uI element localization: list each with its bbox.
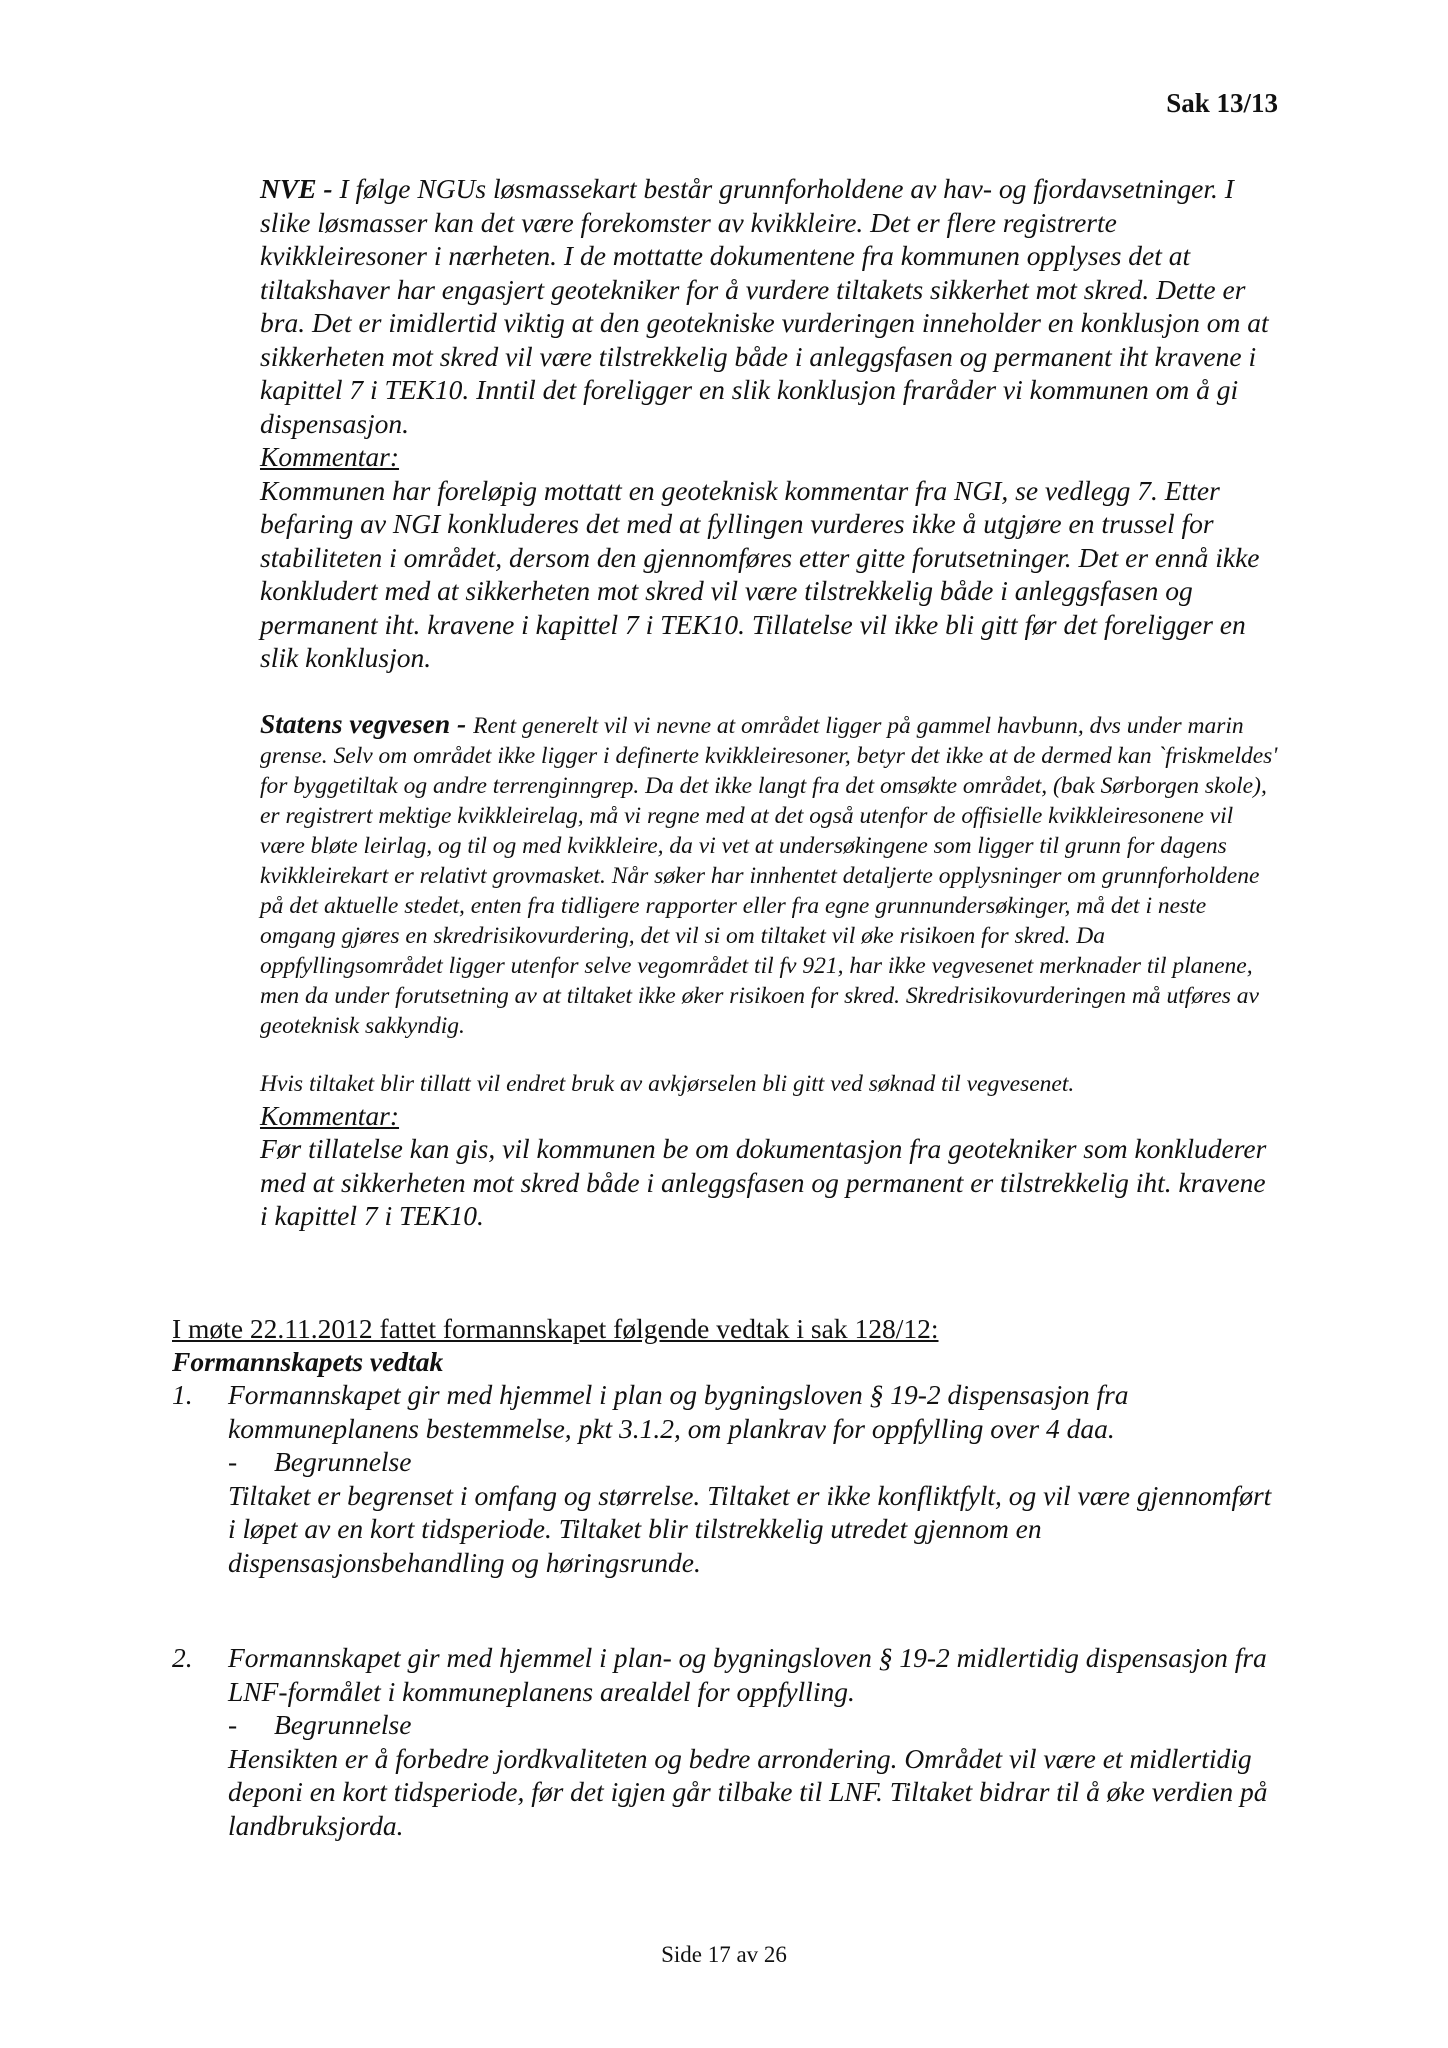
- decision-item-2: [172, 1641, 1280, 1842]
- item-sub-label: Begrunnelse: [274, 1446, 412, 1477]
- item-sub-text: Tiltaket er begrenset i omfang og størrelse. Tiltaket er ikke konfliktfylt, og vil være gjennomført i løpet av en kort tidsperiode. Tiltaket blir tilstrekkelig utredet gjennom en dispensasjonsbehandling og høringsrunde.: [228, 1479, 1272, 1578]
- decision-heading: I møte 22.11.2012 fattet formannskapet følgende vedtak i sak 128/12:: [172, 1313, 939, 1344]
- nve-statement: [260, 172, 1280, 440]
- item-dash: -: [228, 1446, 238, 1477]
- svv-text: Rent generelt vil vi nevne at området ligger på gammel havbunn, dvs under marin grense. Selv om området ikke ligger i definerte kvikkleiresoner, betyr det ikke at de dermed kan `friskmeldes' for byggetiltak og andre terrenginngrep. Da det ikke langt fra det omsøkte området, (bak Sørborgen skole), er registrert mektige kvikkleirelag, må vi regne med at det også utenfor de offisielle kvikkleiresonene vil være bløte leirlag, og til og med kvikkleire, da vi vet at undersøkingene som ligger til grunn for dagens kvikkleirekart er relativt grovmasket. Når søker har innhentet detaljerte opplysninger om grunnforholdene på det aktuelle stedet, enten fra tidligere rapporter eller fra egne grunnundersøkinger, må det i neste omgang gjøres en skredrisikovurdering, det vil si om tiltaket vil øke risikoen for skred. Da oppfyllingsområdet ligger utenfor selve vegområdet til fv 921, har ikke vegvesenet merknader til planene, men da under forutsetning av at tiltaket ikke øker risikoen for skred. Skredrisikovurderingen må utføres av geoteknisk sakkyndig.: [260, 712, 1278, 1039]
- item-number: 2.: [172, 1642, 193, 1673]
- svv-statement: [260, 709, 1280, 1041]
- item-sub-text: Hensikten er å forbedre jordkvaliteten og bedre arrondering. Området vil være et midlertidig deponi en kort tidsperiode, før det igjen går tilbake til LNF. Tiltaket bidrar til å øke verdien på landbruksjorda.: [228, 1742, 1268, 1841]
- nve-comment-label: Kommentar:: [260, 441, 400, 472]
- item-text: Formannskapet gir med hjemmel i plan- og bygningsloven § 19-2 midlertidig dispensasjon fra LNF-formålet i kommuneplanens arealdel for oppfylling.: [228, 1642, 1267, 1707]
- decision-section: [172, 1312, 1280, 1842]
- svv-lead: Statens vegvesen -: [260, 707, 474, 739]
- item-number: 1.: [172, 1379, 193, 1410]
- svv-text-2: Hvis tiltaket blir tillatt vil endret bruk av avkjørselen bli gitt ved søknad til vegvesenet.: [260, 1070, 1075, 1097]
- decision-item-1: [172, 1378, 1280, 1579]
- decision-title: Formannskapets vedtak: [172, 1346, 444, 1377]
- statements: [260, 172, 1280, 1233]
- page-number: Side 17 av 26: [661, 1942, 787, 1967]
- nve-text: I følge NGUs løsmassekart består grunnforholdene av hav- og fjordavsetninger. I slike løsmasser kan det være forekomster av kvikkleire. Det er flere registrerte kvikkleiresoner i nærheten. I de mottatte dokumentene fra kommunen opplyses det at tiltakshaver har engasjert geotekniker for å vurdere tiltakets sikkerhet mot skred. Dette er bra. Det er imidlertid viktig at den geotekniske vurderingen inneholder en konklusjon om at sikkerheten mot skred vil være tilstrekkelig både i anleggsfasen og permanent iht kravene i kapittel 7 i TEK10. Inntil det foreligger en slik konklusjon fraråder vi kommunen om å gi dispensasjon.: [260, 173, 1269, 439]
- item-dash: -: [228, 1709, 238, 1740]
- item-text: Formannskapet gir med hjemmel i plan og bygningsloven § 19-2 dispensasjon fra kommuneplanens bestemmelse, pkt 3.1.2, om plankrav for oppfylling over 4 daa.: [228, 1379, 1129, 1444]
- case-number: Sak 13/13: [1166, 88, 1278, 118]
- item-sub-label: Begrunnelse: [274, 1709, 412, 1740]
- nve-comment: Kommunen har foreløpig mottatt en geoteknisk kommentar fra NGI, se vedlegg 7. Etter befaring av NGI konkluderes det med at fyllingen vurderes ikke å utgjøre en trussel for stabiliteten i området, dersom den gjennomføres etter gitte forutsetninger. Det er ennå ikke konkludert med at sikkerheten mot skred vil være tilstrekkelig både i anleggsfasen og permanent iht. kravene i kapittel 7 i TEK10. Tillatelse vil ikke bli gitt før det foreligger en slik konklusjon.: [260, 474, 1260, 673]
- nve-lead: NVE -: [260, 173, 340, 204]
- svv-comment-label: Kommentar:: [260, 1099, 400, 1131]
- svv-comment: Før tillatelse kan gis, vil kommunen be om dokumentasjon fra geotekniker som konkluderer med at sikkerheten mot skred både i anleggsfasen og permanent er tilstrekkelig iht. kravene i kapittel 7 i TEK10.: [260, 1133, 1267, 1231]
